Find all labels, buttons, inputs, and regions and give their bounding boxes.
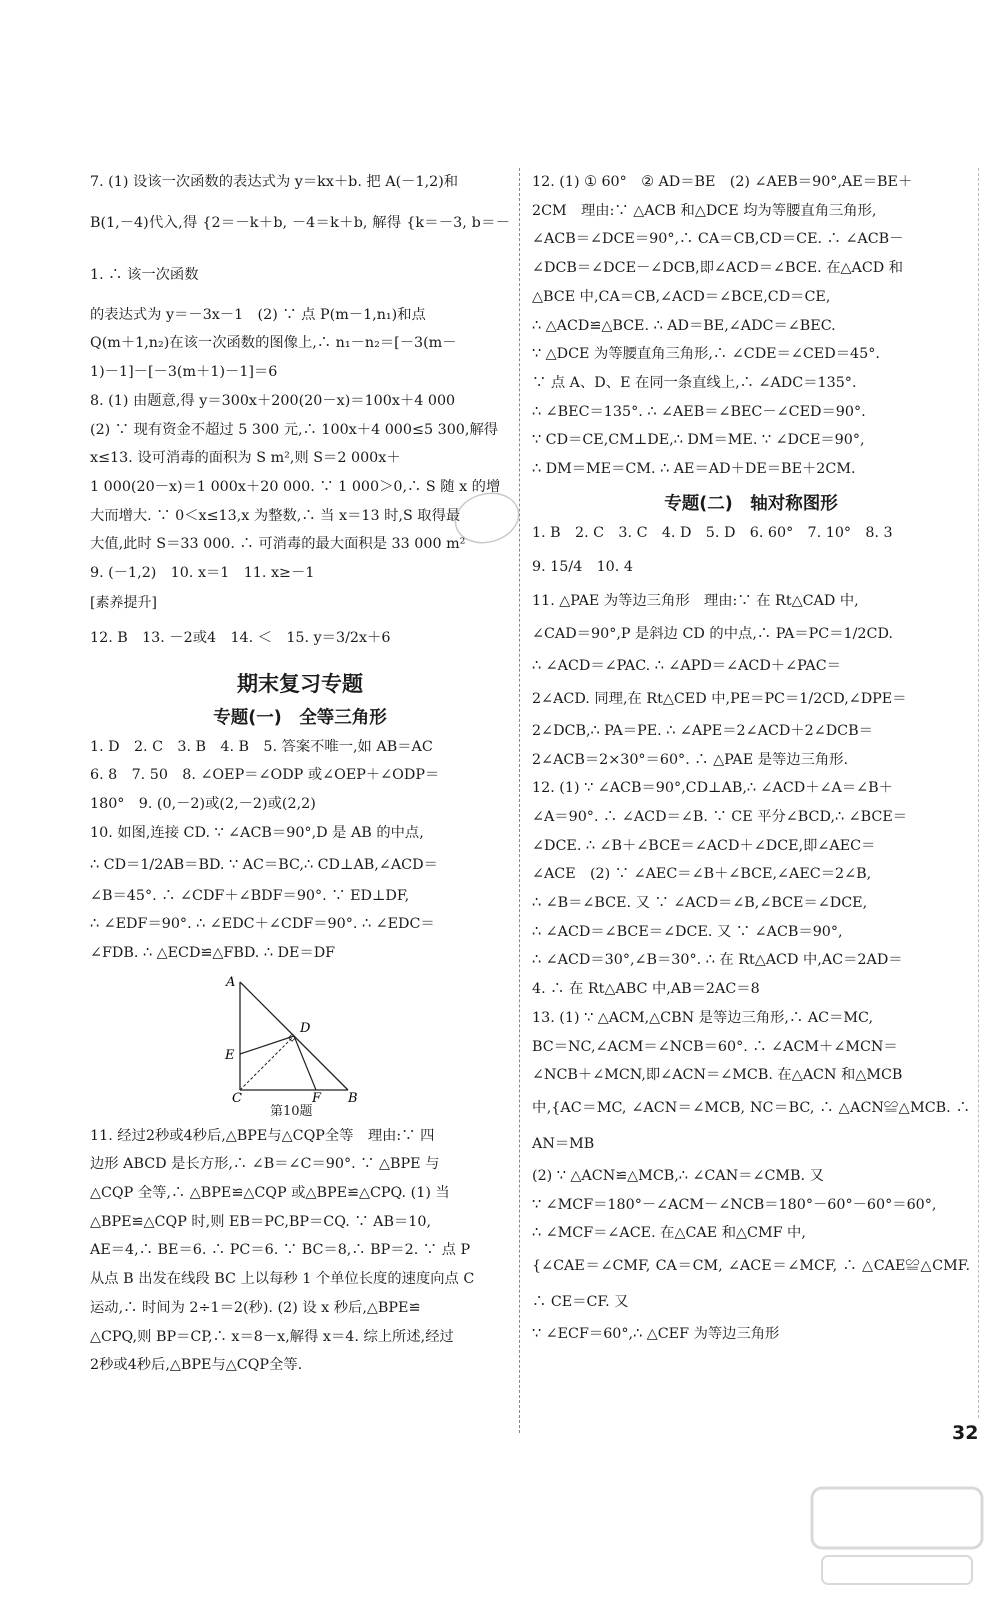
text-line: ∴ △ACD≌△BCE. ∴ AD＝BE,∠ADC＝∠BEC. xyxy=(532,317,836,334)
text-line: ∠DCE. ∴ ∠B＋∠BCE＝∠ACD＋∠DCE,即∠AEC＝ xyxy=(532,837,876,854)
left-column xyxy=(90,168,510,1380)
text-line: ∴ ∠ACD＝∠PAC. ∴ ∠APD＝∠ACD＋∠PAC＝ xyxy=(532,658,841,675)
figure-label: C xyxy=(232,1090,242,1102)
page-number: 32 xyxy=(952,1422,979,1444)
text-line: 12. (1) ① 60° ② AD＝BE (2) ∠AEB＝90°,AE＝BE＋ xyxy=(532,174,913,190)
text-line: ∵ ∠MCF＝180°－∠ACM－∠NCB＝180°－60°－60°＝60°, xyxy=(532,1196,937,1213)
answer-q8 xyxy=(90,387,510,559)
text-line: 8. (1) 由题意,得 y＝300x＋200(20－x)＝100x＋4 000 xyxy=(90,392,456,409)
text-line: 9. 15/4 10. 4 xyxy=(532,559,633,576)
text-line: {∠CAE＝∠CMF, CA＝CM, ∠ACE＝∠MCF, ∴ △CAE≌△CMF. ∴ CE＝CF. 又 xyxy=(532,1258,970,1311)
text-line: 11. 经过2秒或4秒后,△BPE与△CQP全等 理由:∵ 四 xyxy=(90,1127,435,1144)
text-line: 大而增大. ∵ 0＜x≤13,x 为整数,∴ 当 x＝13 时,S 取得最 xyxy=(90,507,461,524)
figure-label: D xyxy=(300,1020,311,1036)
text-line: ∠NCB＋∠MCN,即∠ACN＝∠MCB. 在△ACN 和△MCB xyxy=(532,1067,903,1084)
text-line: 运动,∴ 时间为 2÷1＝2(秒). (2) 设 x 秒后,△BPE≌ xyxy=(90,1299,421,1316)
watermark-icon xyxy=(808,1482,988,1592)
text-line: 中,{AC＝MC, ∠ACN＝∠MCB, NC＝BC, ∴ △ACN≌△MCB. ∴ AN＝MB xyxy=(532,1099,970,1152)
text-line: ∴ ∠ACD＝30°,∠B＝30°. ∴ 在 Rt△ACD 中,AC＝2AD＝ xyxy=(532,952,903,969)
text-line: AE＝4,∴ BE＝6. ∴ PC＝6. ∵ BC＝8,∴ BP＝2. ∵ 点 P xyxy=(90,1242,471,1259)
text-line: ∴ ∠B＝∠BCE. 又 ∵ ∠ACD＝∠B,∠BCE＝∠DCE, xyxy=(532,895,868,912)
figure-label: F xyxy=(312,1090,322,1102)
figure-label: E xyxy=(225,1047,235,1063)
text-line: (2) ∵ 现有资金不超过 5 300 元,∴ 100x＋4 000≤5 300,解得 xyxy=(90,421,499,438)
text-line: 1 000(20－x)＝1 000x＋20 000. ∵ 1 000＞0,∴ S 随 x 的增 xyxy=(90,478,501,495)
text-line: ∠FDB. ∴ △ECD≌△FBD. ∴ DE＝DF xyxy=(90,944,336,961)
answer-q7 xyxy=(90,168,510,387)
stamp-mark xyxy=(452,487,522,549)
text-line: 的表达式为 y＝－3x－1 (2) ∵ 点 P(m－1,n₁)和点 xyxy=(90,306,426,323)
text-line: (2) ∵ △ACN≌△MCB,∴ ∠CAN＝∠CMB. 又 xyxy=(532,1167,824,1184)
text-line: ∵ △DCE 为等腰直角三角形,∴ ∠CDE＝∠CED＝45°. xyxy=(532,346,880,363)
text-line: 1)－1]－[－3(m＋1)－1]＝6 xyxy=(90,364,278,381)
text-line: 大值,此时 S＝33 000. ∴ 可消毒的最大面积是 33 000 m² xyxy=(90,536,466,553)
text-line: BC＝NC,∠ACM＝∠NCB＝60°. ∴ ∠ACM＋∠MCN＝ xyxy=(532,1038,898,1055)
text-line: ∠B＝45°. ∴ ∠CDF＋∠BDF＝90°. ∵ ED⊥DF, xyxy=(90,887,410,904)
figure-q10 xyxy=(90,972,510,1122)
text-line: 2CM 理由:∵ △ACB 和△DCE 均为等腰直角三角形, xyxy=(532,202,877,219)
triangle-figure xyxy=(220,972,370,1102)
text-line: 2∠ACB＝2×30°＝60°. ∴ △PAE 是等边三角形. xyxy=(532,751,849,768)
text-line: △CQP 全等,∴ △BPE≌△CQP 或△BPE≌△CPQ. (1) 当 xyxy=(90,1185,450,1202)
answer-q12-prev xyxy=(532,168,970,484)
text-line: 1. D 2. C 3. B 4. B 5. 答案不唯一,如 AB＝AC xyxy=(90,738,433,755)
text-line: ∠CAD＝90°,P 是斜边 CD 的中点,∴ PA＝PC＝1/2CD. xyxy=(532,626,893,643)
right-column xyxy=(532,168,970,1349)
text-line: △BCE 中,CA＝CB,∠ACD＝∠BCE,CD＝CE, xyxy=(532,288,831,305)
section-title: 期末复习专题 xyxy=(237,671,363,696)
text-line: 13. (1) ∵ △ACM,△CBN 是等边三角形,∴ AC＝MC, xyxy=(532,1009,873,1026)
text-line: 2秒或4秒后,△BPE与△CQP全等. xyxy=(90,1357,303,1374)
figure-caption: 第10题 xyxy=(270,1103,313,1119)
figure-label: A xyxy=(226,974,236,990)
text-line: 12. (1) ∵ ∠ACB＝90°,CD⊥AB,∴ ∠ACD＋∠A＝∠B＋ xyxy=(532,780,893,797)
text-line: 4. ∴ 在 Rt△ABC 中,AB＝2AC＝8 xyxy=(532,981,760,998)
next-page-edge xyxy=(978,168,1000,1418)
text-line: 7. (1) 设该一次函数的表达式为 y＝kx＋b. 把 A(－1,2)和 xyxy=(90,174,459,190)
text-line: 1. B 2. C 3. C 4. D 5. D 6. 60° 7. 10° 8. 3 xyxy=(532,524,893,541)
topic-title: 专题(二) 轴对称图形 xyxy=(664,493,838,514)
text-line: Q(m＋1,n₂)在该一次函数的图像上,∴ n₁－n₂＝[－3(m－ xyxy=(90,335,457,352)
text-line: ∠A＝90°. ∴ ∠ACD＝∠B. ∵ CE 平分∠BCD,∴ ∠BCE＝ xyxy=(532,808,908,825)
answers-q12-q15: 12. B 13. －2或4 14. ＜ 15. y＝3/2x＋6 xyxy=(90,629,391,646)
text-line: 2∠DCB,∴ PA＝PE. ∴ ∠APE＝2∠ACD＋2∠DCB＝ xyxy=(532,722,873,739)
text-line: △CPQ,则 BP＝CP,∴ x＝8－x,解得 x＝4. 综上所述,经过 xyxy=(90,1328,454,1345)
text-line: 11. △PAE 为等边三角形 理由:∵ 在 Rt△CAD 中, xyxy=(532,593,859,610)
column-divider xyxy=(519,168,520,1433)
watermark-logo xyxy=(808,1482,988,1592)
figure-label: B xyxy=(348,1090,358,1102)
text-line: ∵ 点 A、D、E 在同一条直线上,∴ ∠ADC＝135°. xyxy=(532,374,857,391)
topic-title: 专题(一) 全等三角形 xyxy=(213,707,387,728)
text-line: B(1,－4)代入,得 {2＝－k＋b, －4＝k＋b, 解得 {k＝－3, b＝－1. ∴ 该一次函数 xyxy=(90,214,510,283)
text-line: ∠ACB＝∠DCE＝90°,∴ CA＝CB,CD＝CE. ∴ ∠ACB－ xyxy=(532,231,904,248)
text-line: ∴ ∠ACD＝∠BCE＝∠DCE. 又 ∵ ∠ACB＝90°, xyxy=(532,923,843,940)
text-line: ∴ DM＝ME＝CM. ∴ AE＝AD＋DE＝BE＋2CM. xyxy=(532,461,856,478)
text-line: △BPE≌△CQP 时,则 EB＝PC,BP＝CQ. ∵ AB＝10, xyxy=(90,1213,432,1230)
topic2-answers xyxy=(532,519,970,1349)
section-tag: [素养提升] xyxy=(90,594,157,611)
text-line: 180° 9. (0,－2)或(2,－2)或(2,2) xyxy=(90,796,316,813)
text-line: 2∠ACD. 同理,在 Rt△CED 中,PE＝PC＝1/2CD,∠DPE＝ xyxy=(532,690,907,707)
topic1-answers xyxy=(90,733,510,968)
text-line: ∠ACE (2) ∵ ∠AEC＝∠B＋∠BCE,∠AEC＝2∠B, xyxy=(532,866,872,883)
text-line: ∴ CD＝1/2AB＝BD. ∵ AC＝BC,∴ CD⊥AB,∠ACD＝ xyxy=(90,856,438,873)
text-line: 边形 ABCD 是长方形,∴ ∠B＝∠C＝90°. ∵ △BPE 与 xyxy=(90,1156,440,1173)
answers-q9-q11: 9. (－1,2) 10. x＝1 11. x≥－1 xyxy=(90,565,315,582)
text-line: 6. 8 7. 50 8. ∠OEP＝∠ODP 或∠OEP＋∠ODP＝ xyxy=(90,767,440,784)
text-line: 10. 如图,连接 CD. ∵ ∠ACB＝90°,D 是 AB 的中点, xyxy=(90,824,424,841)
text-line: ∵ CD＝CE,CM⊥DE,∴ DM＝ME. ∵ ∠DCE＝90°, xyxy=(532,432,865,449)
text-line: ∠DCB＝∠DCE－∠DCB,即∠ACD＝∠BCE. 在△ACD 和 xyxy=(532,260,904,277)
text-line: x≤13. 设可消毒的面积为 S m²,则 S＝2 000x＋ xyxy=(90,450,401,467)
text-line: ∴ ∠BEC＝135°. ∴ ∠AEB＝∠BEC－∠CED＝90°. xyxy=(532,403,866,420)
text-line: 从点 B 出发在线段 BC 上以每秒 1 个单位长度的速度向点 C xyxy=(90,1271,475,1288)
text-line: ∵ ∠ECF＝60°,∴ △CEF 为等边三角形 xyxy=(532,1326,780,1343)
text-line: ∴ ∠EDF＝90°. ∴ ∠EDC＋∠CDF＝90°. ∴ ∠EDC＝ xyxy=(90,916,435,933)
text-line: ∴ ∠MCF＝∠ACE. 在△CAE 和△CMF 中, xyxy=(532,1225,806,1242)
answer-q11 xyxy=(90,1122,510,1380)
